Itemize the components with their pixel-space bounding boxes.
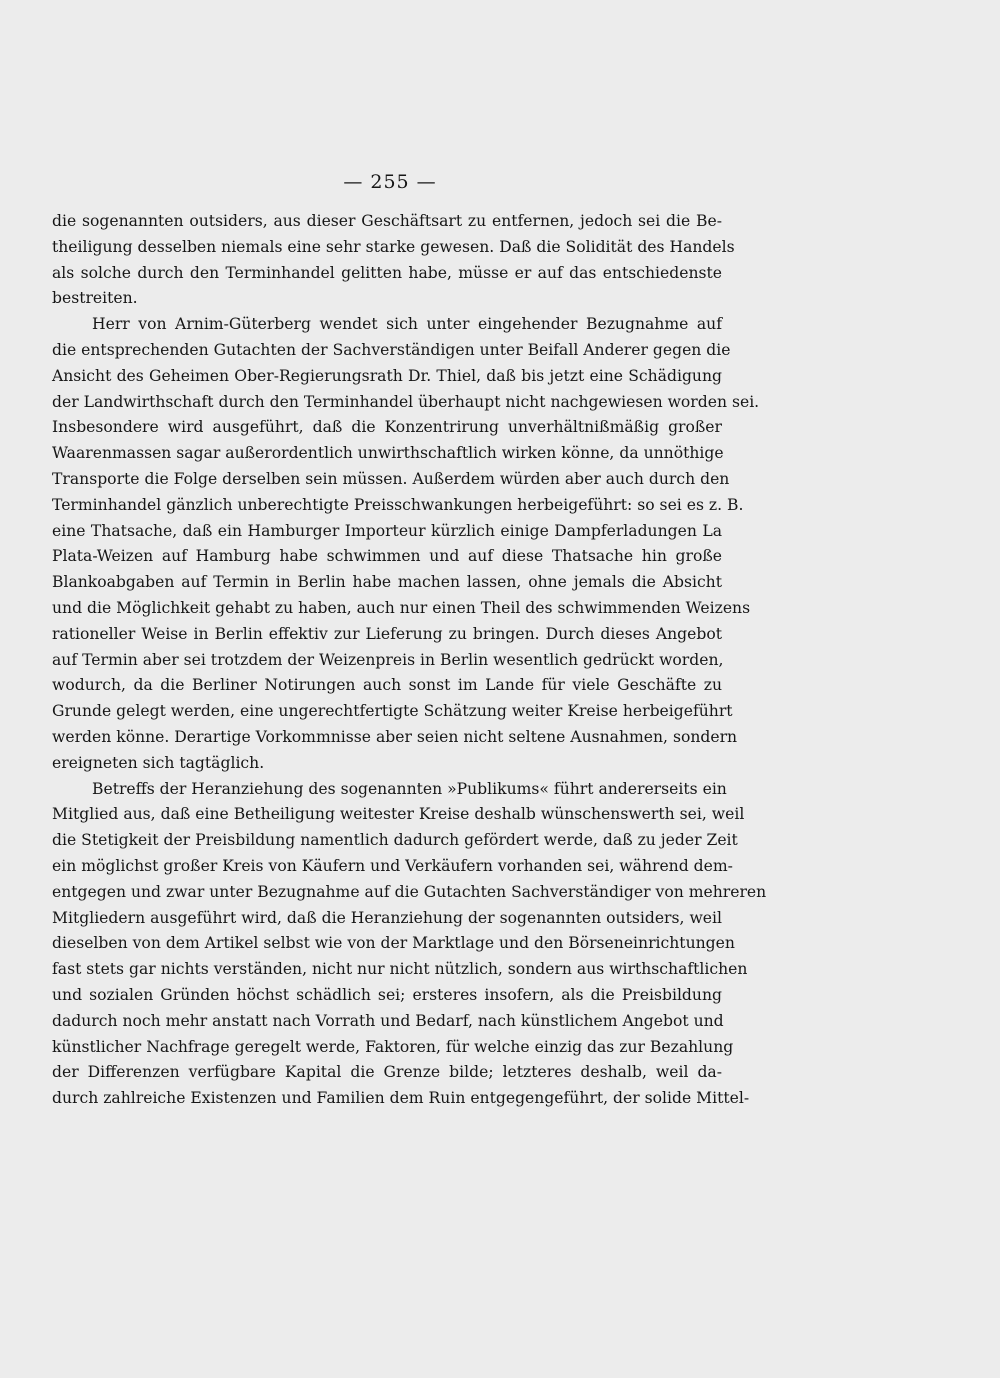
- text-line: eine Thatsache, daß ein Hamburger Importeur kürzlich einige Dampferladungen La: [52, 521, 722, 540]
- text-line: Blankoabgaben auf Termin in Berlin habe machen lassen, ohne jemals die Absicht: [52, 573, 722, 592]
- text-line: werden könne. Derartige Vorkommnisse aber seien nicht seltene Ausnahmen, sondern: [52, 727, 738, 746]
- text-line: Transporte die Folge derselben sein müssen. Außerdem würden aber auch durch den: [52, 469, 730, 488]
- text-line: und sozialen Gründen höchst schädlich sei; ersteres insofern, als die Preisbildung: [52, 985, 722, 1004]
- text-line: der Landwirthschaft durch den Terminhandel überhaupt nicht nachgewiesen worden sei.: [52, 392, 760, 411]
- text-line: Betreffs der Heranziehung des sogenannten »Publikums« führt andererseits ein: [92, 779, 727, 798]
- page-number: — 255 —: [343, 171, 437, 193]
- text-line: und die Möglichkeit gehabt zu haben, auch nur einen Theil des schwimmenden Weizens: [52, 598, 751, 617]
- text-line: Waarenmassen sagar außerordentlich unwirthschaftlich wirken könne, da unnöthige: [52, 444, 724, 463]
- text-line: künstlicher Nachfrage geregelt werde, Faktoren, für welche einzig das zur Bezahlung: [52, 1037, 734, 1056]
- text-line: entgegen und zwar unter Bezugnahme auf die Gutachten Sachverständiger von mehreren: [52, 882, 767, 901]
- text-line: fast stets gar nichts verständen, nicht nur nicht nützlich, sondern aus wirthschaftlichen: [52, 960, 748, 979]
- text-line: durch zahlreiche Existenzen und Familien dem Ruin entgegengeführt, der solide Mittel-: [52, 1089, 750, 1108]
- text-line: Terminhandel gänzlich unberechtigte Preisschwankungen herbeigeführt: so sei es z. B.: [52, 495, 744, 514]
- text-line: auf Termin aber sei trotzdem der Weizenpreis in Berlin wesentlich gedrückt worden,: [52, 650, 724, 669]
- text-line: Herr von Arnim-Güterberg wendet sich unter eingehender Bezugnahme auf: [92, 315, 722, 334]
- text-line: als solche durch den Terminhandel gelitten habe, müsse er auf das entschiedenste: [52, 263, 722, 282]
- text-line: wodurch, da die Berliner Notirungen auch sonst im Lande für viele Geschäfte zu: [52, 676, 722, 695]
- body-text: [52, 209, 767, 1112]
- text-line: bestreiten.: [52, 289, 138, 308]
- text-line: die entsprechenden Gutachten der Sachverständigen unter Beifall Anderer gegen die: [52, 340, 731, 359]
- text-line: dieselben von dem Artikel selbst wie von der Marktlage und den Börseneinrichtungen: [52, 934, 735, 953]
- text-line: rationeller Weise in Berlin effektiv zur Lieferung zu bringen. Durch dieses Angebot: [52, 624, 722, 643]
- text-line: dadurch noch mehr anstatt nach Vorrath und Bedarf, nach künstlichem Angebot und: [52, 1011, 724, 1030]
- text-line: die sogenannten outsiders, aus dieser Geschäftsart zu entfernen, jedoch sei die Be-: [52, 212, 722, 230]
- text-line: Plata-Weizen auf Hamburg habe schwimmen und auf diese Thatsache hin große: [52, 547, 722, 566]
- text-line: die Stetigkeit der Preisbildung namentlich dadurch gefördert werde, daß zu jeder Zeit: [52, 831, 738, 850]
- text-line: Insbesondere wird ausgeführt, daß die Konzentrirung unverhältnißmäßig großer: [52, 418, 722, 437]
- text-line: Ansicht des Geheimen Ober-Regierungsrath Dr. Thiel, daß bis jetzt eine Schädigung: [52, 366, 722, 385]
- text-line: der Differenzen verfügbare Kapital die Grenze bilde; letzteres deshalb, weil da-: [52, 1063, 722, 1082]
- text-line: Mitglied aus, daß eine Betheiligung weitester Kreise deshalb wünschenswerth sei, weil: [52, 805, 745, 824]
- text-line: Mitgliedern ausgeführt wird, daß die Heranziehung der sogenannten outsiders, weil: [52, 908, 722, 927]
- text-line: ein möglichst großer Kreis von Käufern und Verkäufern vorhanden sei, während dem-: [52, 856, 733, 875]
- text-line: theiligung desselben niemals eine sehr starke gewesen. Daß die Solidität des Handels: [52, 237, 735, 256]
- text-line: ereigneten sich tagtäglich.: [52, 753, 265, 772]
- text-line: Grunde gelegt werden, eine ungerechtfertigte Schätzung weiter Kreise herbeigeführt: [52, 702, 733, 721]
